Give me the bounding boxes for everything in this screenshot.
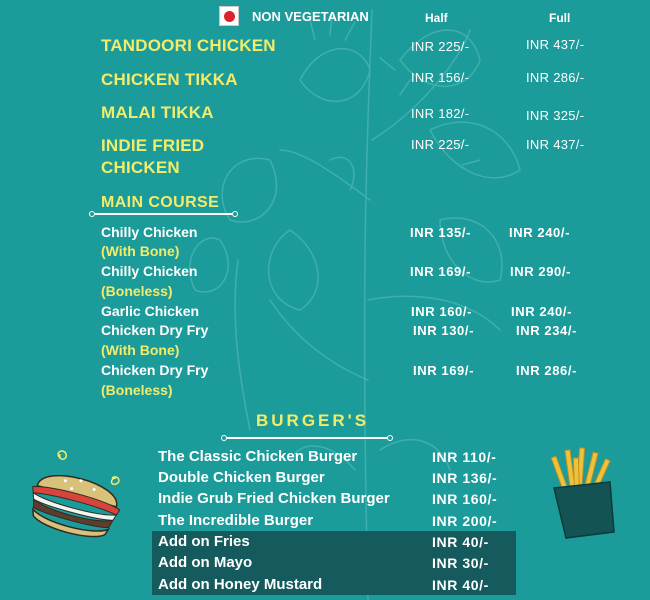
burgers-title: BURGER'S xyxy=(256,411,370,430)
addon-item-price: INR 30/- xyxy=(432,555,489,571)
main-course-item-name: Chilly Chicken xyxy=(101,224,198,240)
starter-price-full: INR 286/- xyxy=(526,70,585,85)
column-header-full: Full xyxy=(549,11,571,25)
column-header-half: Half xyxy=(425,11,448,25)
section-label: NON VEGETARIAN xyxy=(252,8,369,24)
main-course-price-full: INR 240/- xyxy=(509,225,571,240)
burger-item-price: INR 200/- xyxy=(432,513,498,529)
starter-price-half: INR 225/- xyxy=(411,137,470,152)
starter-price-full: INR 325/- xyxy=(526,108,585,123)
divider-knob xyxy=(89,211,95,217)
starter-price-full: INR 437/- xyxy=(526,137,585,152)
addon-item-name: Add on Honey Mustard xyxy=(158,576,323,593)
burger-item-name: The Incredible Burger xyxy=(158,512,314,529)
main-course-price-half: INR 160/- xyxy=(411,304,473,319)
starter-price-full: INR 437/- xyxy=(526,37,585,52)
main-course-item-name: Chicken Dry Fry xyxy=(101,362,209,378)
starter-name: TANDOORI CHICKEN xyxy=(101,36,276,55)
burger-item-price: INR 160/- xyxy=(432,491,498,507)
starter-name-line1: INDIE FRIED xyxy=(101,136,205,155)
main-course-price-half: INR 130/- xyxy=(413,323,475,338)
non-veg-header xyxy=(219,6,369,26)
main-course-item-sub: (Boneless) xyxy=(101,382,173,398)
starter-name: CHICKEN TIKKA xyxy=(101,70,238,89)
starter-name-line2: CHICKEN xyxy=(101,158,180,177)
main-course-item-name: Garlic Chicken xyxy=(101,303,200,319)
main-course-title: MAIN COURSE xyxy=(101,194,220,211)
burger-item-price: INR 110/- xyxy=(432,449,497,465)
non-veg-indicator-icon xyxy=(219,6,239,26)
fries-icon xyxy=(544,446,624,541)
main-course-price-full: INR 286/- xyxy=(516,363,578,378)
burger-item-name: Indie Grub Fried Chicken Burger xyxy=(158,490,390,507)
main-course-price-full: INR 234/- xyxy=(516,323,578,338)
divider-knob xyxy=(221,435,227,441)
burger-item-price: INR 136/- xyxy=(432,470,498,486)
addon-item-name: Add on Mayo xyxy=(158,554,253,571)
main-course-price-half: INR 169/- xyxy=(413,363,475,378)
main-course-price-full: INR 240/- xyxy=(511,304,573,319)
main-course-item-name: Chilly Chicken xyxy=(101,263,198,279)
main-course-price-full: INR 290/- xyxy=(510,264,572,279)
starter-price-half: INR 156/- xyxy=(411,70,470,85)
burger-item-name: Double Chicken Burger xyxy=(158,469,325,486)
main-course-item-sub: (With Bone) xyxy=(101,342,180,358)
main-course-item-name: Chicken Dry Fry xyxy=(101,322,209,338)
addon-item-name: Add on Fries xyxy=(158,533,250,550)
divider-knob xyxy=(387,435,393,441)
main-course-item-sub: (Boneless) xyxy=(101,283,173,299)
starter-price-half: INR 182/- xyxy=(411,106,470,121)
burger-item-name: The Classic Chicken Burger xyxy=(158,448,358,465)
main-course-item-sub: (With Bone) xyxy=(101,243,180,259)
main-course-divider xyxy=(92,213,235,215)
starter-name: MALAI TIKKA xyxy=(101,103,214,122)
addon-item-price: INR 40/- xyxy=(432,534,489,550)
starter-price-half: INR 225/- xyxy=(411,39,470,54)
main-course-price-half: INR 169/- xyxy=(410,264,472,279)
divider-knob xyxy=(232,211,238,217)
burger-icon xyxy=(20,448,130,548)
addon-item-price: INR 40/- xyxy=(432,577,489,593)
main-course-price-half: INR 135/- xyxy=(410,225,472,240)
burgers-divider xyxy=(224,437,390,439)
